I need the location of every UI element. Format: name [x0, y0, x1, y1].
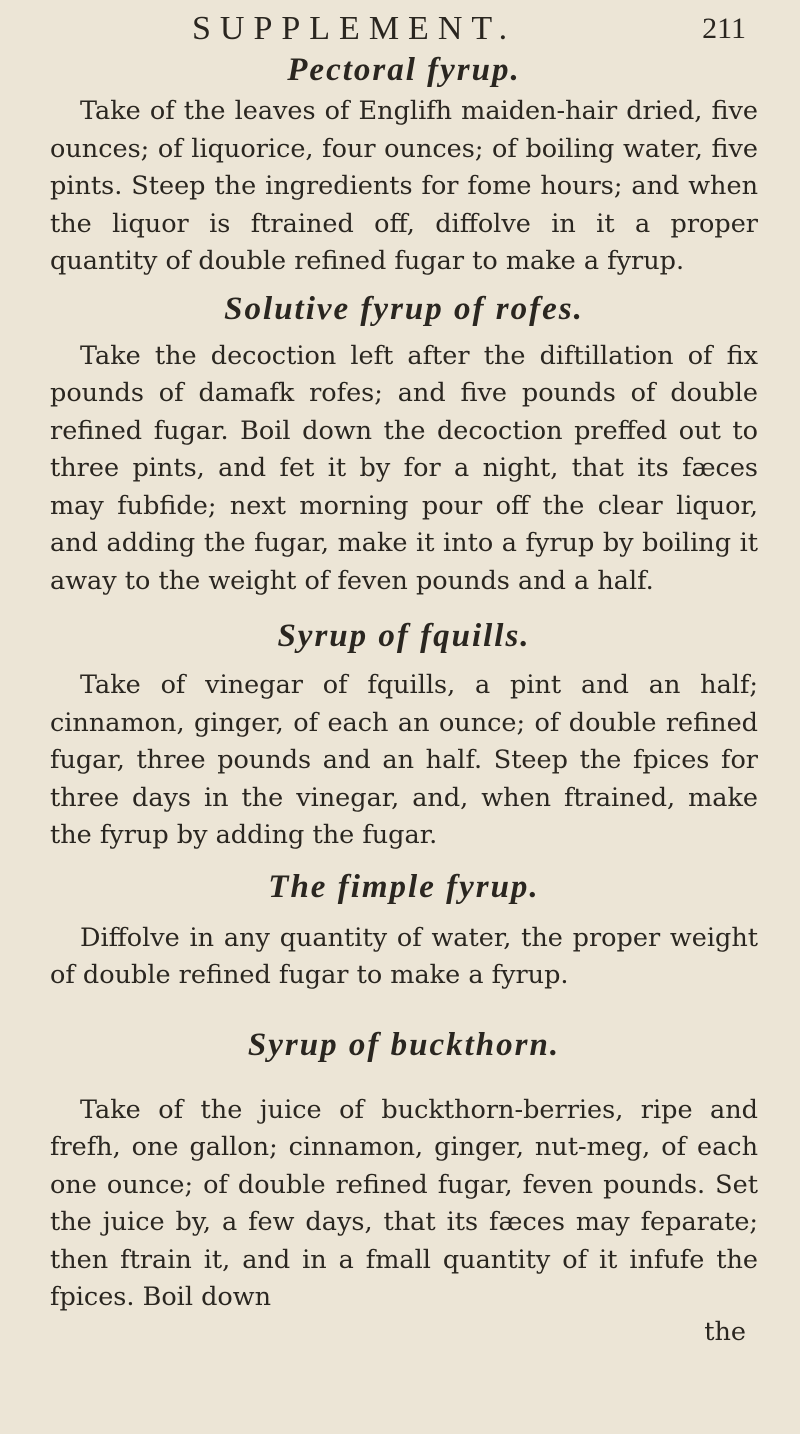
section-syrup-of-squills	[50, 618, 758, 855]
section-body: Take the decoction left after the diftillation of fix pounds of damafk rofes; and five pounds of double refined fugar. Boil down the decoction preffed out to three pints, and fet it by for a night, that its fæces may fubfide; next morning pour off the clear liquor, and adding the fugar, make it into a fyrup by boiling it away to the weight of feven pounds and a half.	[50, 340, 758, 596]
section-body: Diffolve in any quantity of water, the proper weight of double refined fugar to make a fyrup.	[50, 922, 758, 990]
section-body: Take of the leaves of Englifh maiden-hair dried, five ounces; of liquorice, four ounces; of boiling water, five pints. Steep the ingredients for fome hours; and when the liquor is ftrained off, diffolve in it a proper quantity of double refined fugar to make a fyrup.	[50, 96, 758, 276]
section-simple-syrup	[50, 869, 758, 995]
running-title: SUPPLEMENT.	[192, 10, 517, 47]
section-heading: Syrup of fquills.	[277, 618, 531, 654]
section-body: Take of vinegar of fquills, a pint and an half; cinnamon, ginger, of each an ounce; of double refined fugar, three pounds and an half. Steep the fpices for three days in the vinegar, and, when ftrained, make the fyrup by adding the fugar.	[50, 670, 758, 850]
section-syrup-of-buckthorn	[50, 1027, 758, 1317]
section-heading: The fimple fyrup.	[268, 868, 540, 905]
catchword: the	[704, 1316, 746, 1347]
section-heading: Pectoral fyrup.	[287, 52, 521, 88]
section-pectoral-syrup	[50, 52, 758, 281]
section-heading: Solutive fyrup of rofes.	[224, 290, 584, 327]
section-heading: Syrup of buckthorn.	[247, 1026, 561, 1063]
page-number: 211	[702, 12, 746, 45]
section-body: Take of the juice of buckthorn-berries, ripe and frefh, one gallon; cinnamon, ginger, nut-meg, of each one ounce; of double refined fugar, feven pounds. Set the juice by, a few days, that its fæces may feparate; then ftrain it, and in a fmall quantity of it infufe the fpices. Boil down	[50, 1094, 758, 1312]
running-head	[50, 0, 758, 56]
section-solutive-syrup	[50, 291, 758, 601]
